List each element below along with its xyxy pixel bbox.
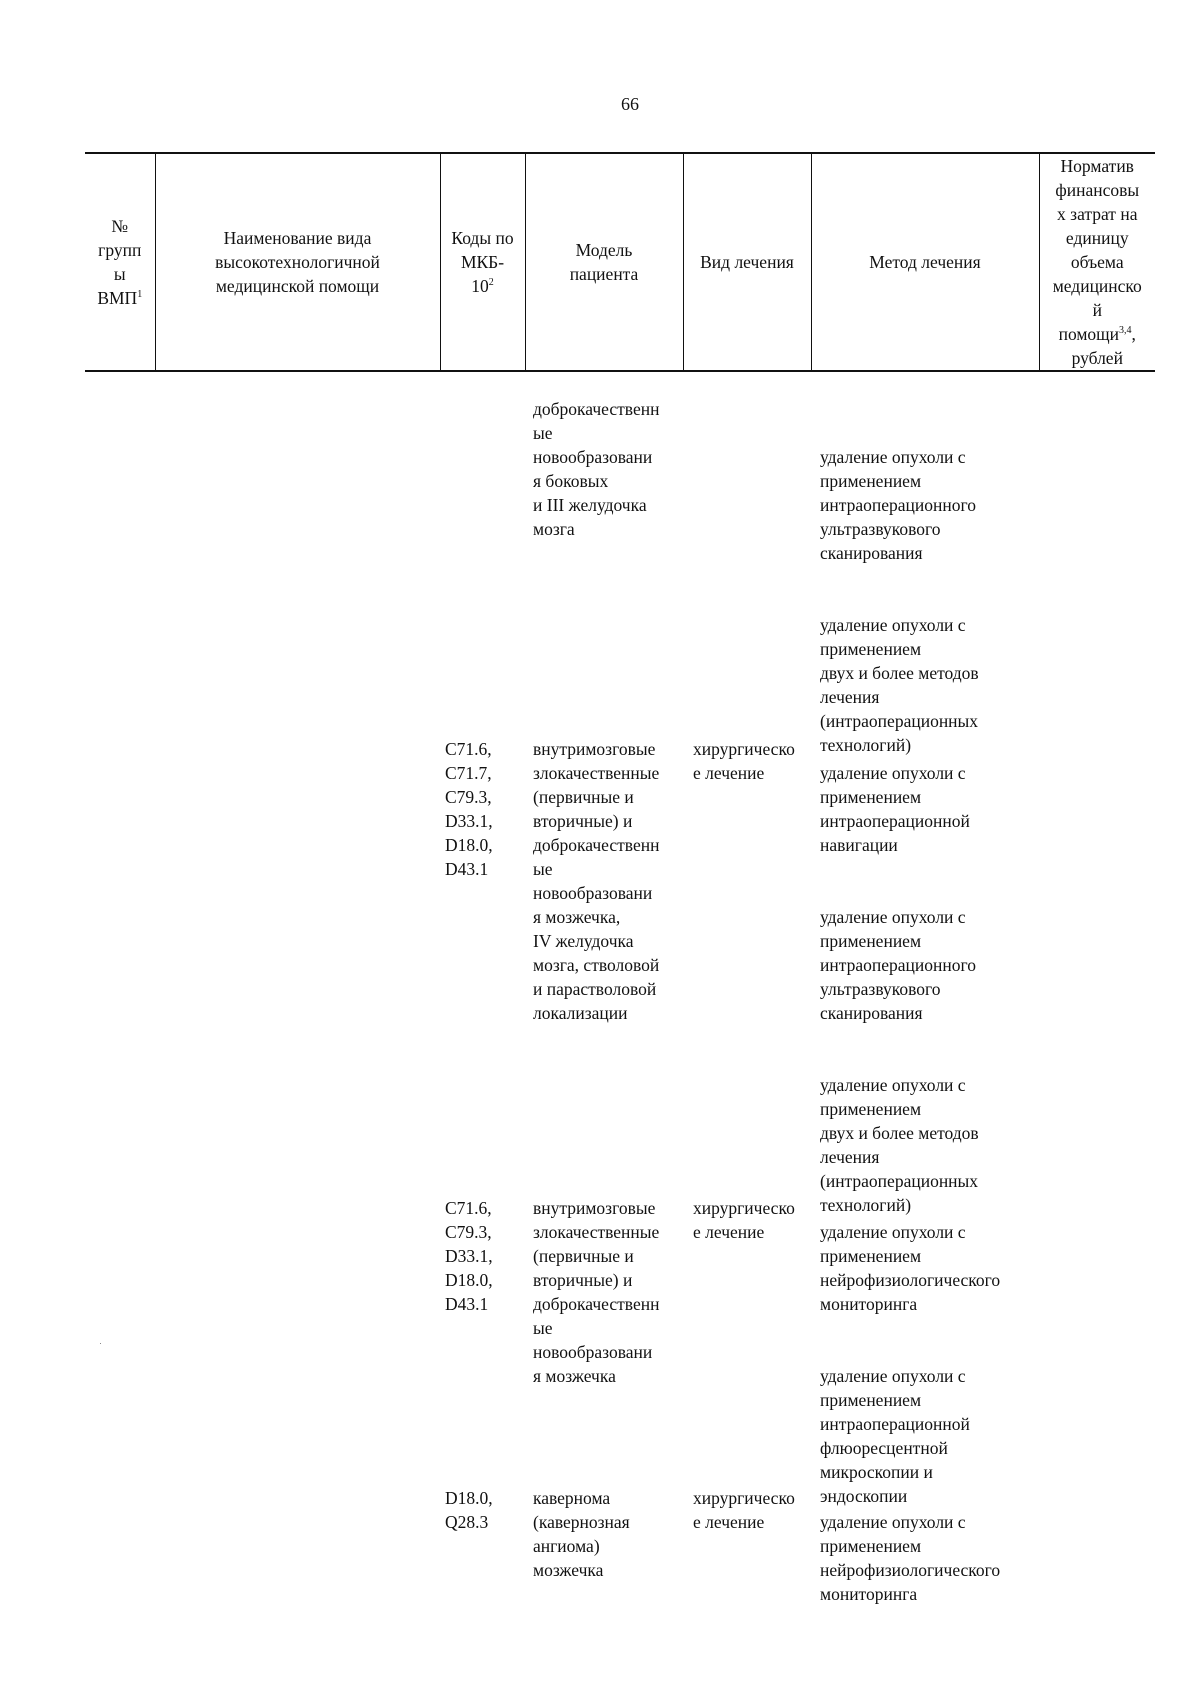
row-2-method-1: удаление опухоли с применением интраоперационной флюоресцентной микроскопии и эндоскопии	[820, 1366, 970, 1506]
header-cost-norm: Норматив финансовы х затрат на единицу объема медицинско й помощи$^{3,4}$, рублей	[1039, 153, 1155, 371]
row-1-treatment-type: хирургическо е лечение	[693, 739, 795, 783]
row-2-method-0: удаление опухоли с применением нейрофизиологического мониторинга	[820, 1222, 1001, 1314]
header-icd-codes: Коды по МКБ- $10^2$	[440, 153, 525, 371]
row-0-model: доброкачественн ые новообразовани я боковых и III желудочка мозга	[533, 399, 660, 539]
row-1-method-1: удаление опухоли с применением интраоперационного ультразвукового сканирования	[820, 907, 976, 1023]
row-1-method-0: удаление опухоли с применением интраоперационной навигации	[820, 763, 970, 855]
row-2-model: внутримозговые злокачественные (первичные и вторичные) и доброкачественн ые новообразовани я мозжечка	[533, 1198, 660, 1386]
row-3-codes: D18.0, Q28.3	[445, 1488, 493, 1532]
page-number: 66	[621, 94, 639, 114]
row-0-method-0: удаление опухоли с применением интраоперационного ультразвукового сканирования	[820, 447, 976, 563]
header-care-type: Наименование вида высокотехнологичной медицинской помощи	[155, 153, 440, 371]
row-1-model: внутримозговые злокачественные (первичные и вторичные) и доброкачественн ые новообразовани я мозжечка, IV желудочка мозга, стволовой и парастволовой локализации	[533, 739, 660, 1023]
header-group-number: № групп ы ВМП$^1$	[85, 153, 155, 371]
row-0-method-1: удаление опухоли с применением двух и более методов лечения (интраоперационных технологий)	[820, 615, 979, 755]
header-treatment-method: Метод лечения	[811, 153, 1039, 371]
scan-speck	[100, 1343, 101, 1344]
row-2-codes: С71.6, С79.3, D33.1, D18.0, D43.1	[445, 1198, 493, 1314]
row-3-methods	[820, 1486, 1045, 1654]
row-1-method-2: удаление опухоли с применением двух и более методов лечения (интраоперационных технологий)	[820, 1075, 979, 1215]
header-patient-model: Модель пациента	[525, 153, 683, 371]
row-3-treatment-type: хирургическо е лечение	[693, 1488, 795, 1532]
row-3-method-0: удаление опухоли с применением нейрофизиологического мониторинга	[820, 1512, 1001, 1604]
header-treatment-type: Вид лечения	[683, 153, 811, 371]
row-1-codes: С71.6, С71.7, С79.3, D33.1, D18.0, D43.1	[445, 739, 493, 879]
table-header	[85, 152, 1155, 372]
row-1-methods	[820, 737, 1045, 1265]
row-2-treatment-type: хирургическо е лечение	[693, 1198, 795, 1242]
row-3-model: кавернома (кавернозная ангиома) мозжечка	[533, 1488, 630, 1580]
